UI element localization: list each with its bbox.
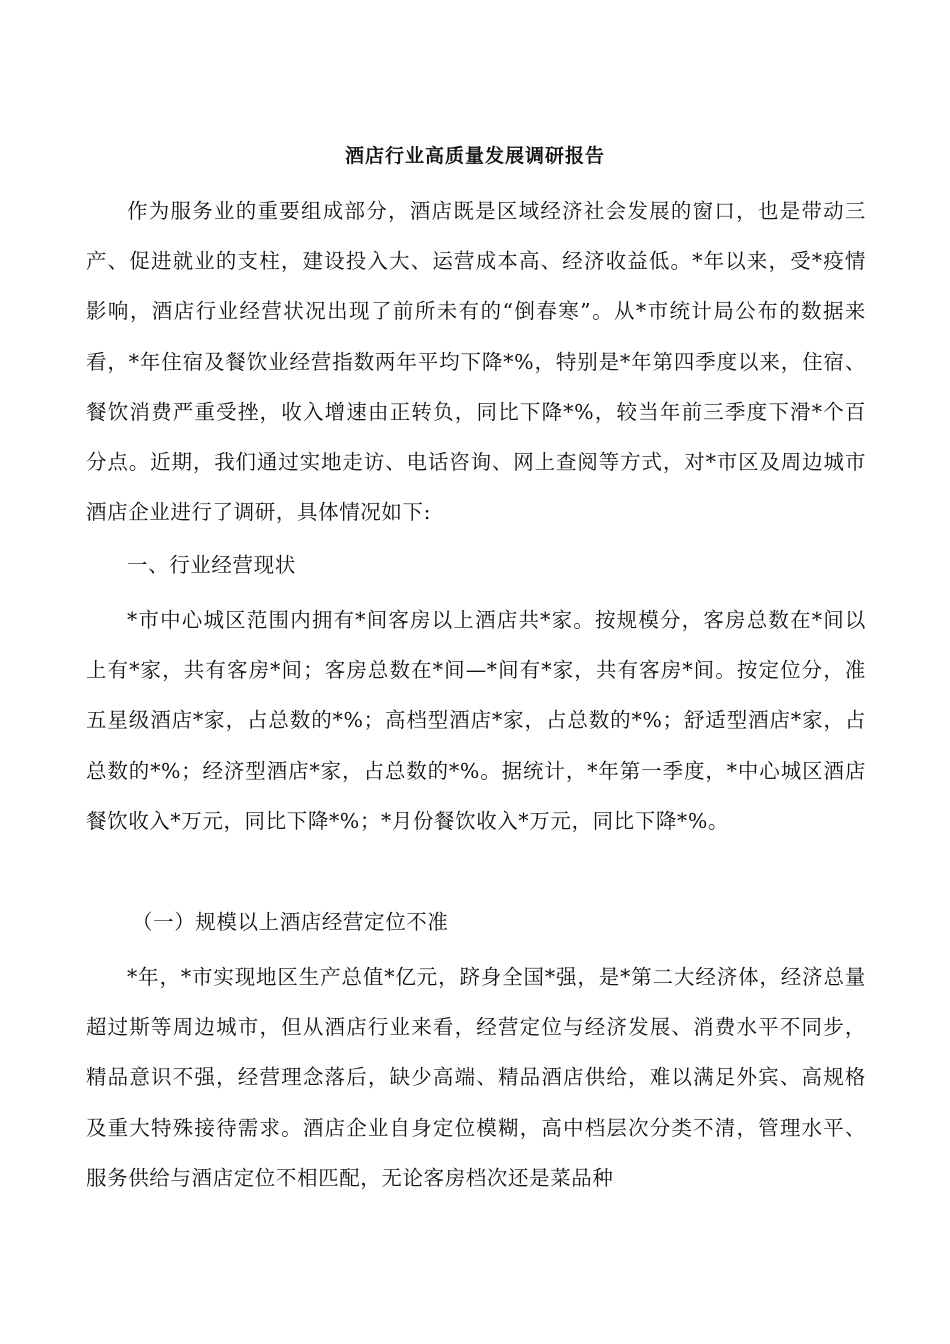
page-title: 酒店行业高质量发展调研报告 [344,145,605,167]
section-heading: 一、行业经营现状 [127,553,296,577]
section-paragraph: *市中心城区范围内拥有*间客房以上酒店共*家。按规模分，客房总数在*间以上有*家，共有客房*间；客房总数在*间—*间有*家，共有客房*间。按定位分，准五星级酒店*家，占总数的*%；高档型酒店*家，占总数的*%；舒适型酒店*家，占总数的*%；经济型酒店*家，占总数的*%。据统计，*年第一季度，*中心城区酒店餐饮收入*万元，同比下降*%；*月份餐饮收入*万元，同比下降*%。 [86,608,866,833]
subsection-heading: （一）规模以上酒店经营定位不准 [132,910,449,934]
intro-paragraph: 作为服务业的重要组成部分，酒店既是区域经济社会发展的窗口，也是带动三产、促进就业的支柱，建设投入大、运营成本高、经济收益低。*年以来，受*疫情影响，酒店行业经营状况出现了前所未有的“倒春寒”。从*市统计局公布的数据来看，*年住宿及餐饮业经营指数两年平均下降*%，特别是*年第四季度以来，住宿、餐饮消费严重受挫，收入增速由正转负，同比下降*%，较当年前三季度下滑*个百分点。近期，我们通过实地走访、电话咨询、网上查阅等方式，对*市区及周边城市酒店企业进行了调研，具体情况如下: [86,199,866,525]
subsection-paragraph: *年，*市实现地区生产总值*亿元，跻身全国*强，是*第二大经济体，经济总量超过斯等周边城市，但从酒店行业来看，经营定位与经济发展、消费水平不同步，精品意识不强，经营理念落后，缺少高端、精品酒店供给，难以满足外宾、高规格及重大特殊接待需求。酒店企业自身定位模糊，高中档层次分类不清，管理水平、服务供给与酒店定位不相匹配，无论客房档次还是菜品种 [86,965,866,1190]
